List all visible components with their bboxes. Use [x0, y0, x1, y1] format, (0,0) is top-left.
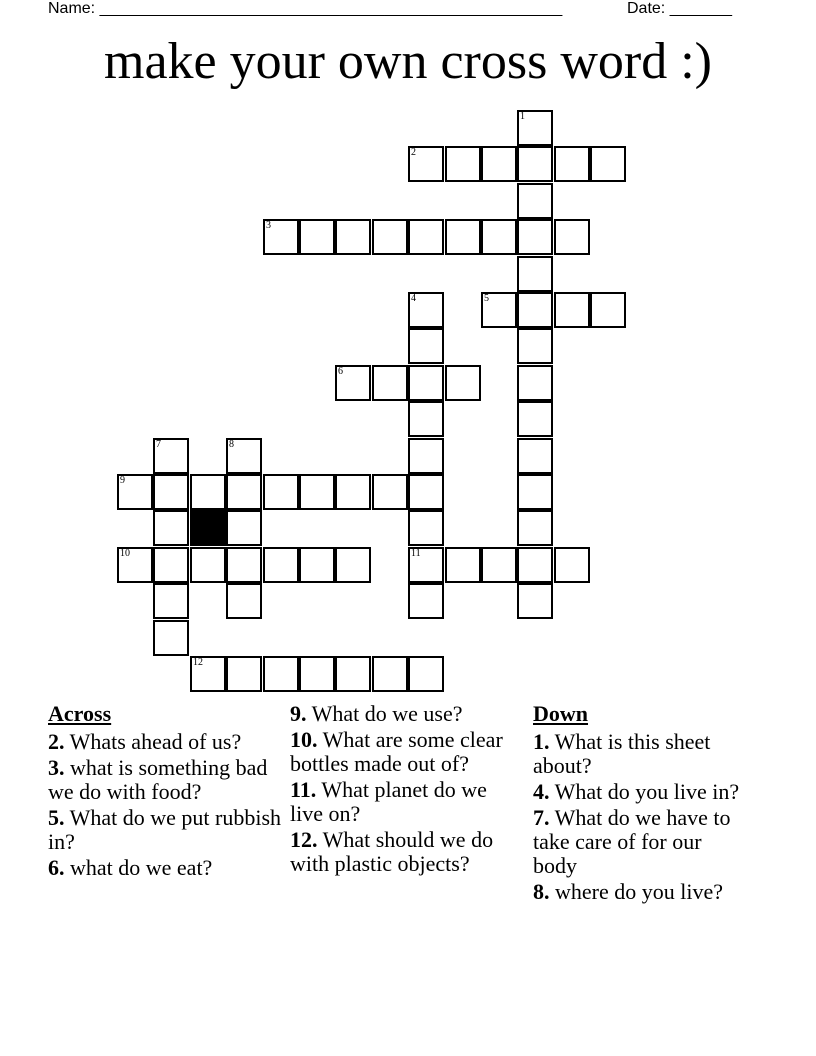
grid-cell[interactable] [299, 474, 335, 510]
grid-cell[interactable] [117, 547, 153, 583]
grid-cell[interactable] [335, 547, 371, 583]
clue-number: 5. [48, 805, 65, 830]
cell-number: 1 [520, 111, 525, 122]
down-heading: Down [533, 701, 589, 726]
clue-number: 1. [533, 729, 550, 754]
clues-column-3 [533, 702, 748, 906]
page-title: make your own cross word :) [104, 33, 712, 90]
grid-cell[interactable] [408, 583, 444, 619]
clue-across-6 [48, 856, 283, 880]
clue-across-12 [290, 828, 515, 876]
clue-number: 3. [48, 755, 65, 780]
grid-cell[interactable] [445, 146, 481, 182]
cell-number: 12 [193, 657, 203, 668]
grid-cell[interactable] [517, 547, 553, 583]
clue-text: What is this sheet about? [533, 729, 711, 778]
grid-cell[interactable] [226, 547, 262, 583]
grid-cell[interactable] [408, 365, 444, 401]
cell-number: 11 [411, 548, 421, 559]
grid-cell[interactable] [153, 474, 189, 510]
clue-across-5 [48, 806, 283, 854]
grid-cell[interactable] [408, 219, 444, 255]
grid-cell[interactable] [517, 438, 553, 474]
grid-cell[interactable] [590, 292, 626, 328]
grid-cell[interactable] [445, 219, 481, 255]
cell-number: 10 [120, 548, 130, 559]
grid-cell[interactable] [335, 656, 371, 692]
clue-text: What should we do with plastic objects? [290, 827, 494, 876]
clue-text: What do you live in? [549, 779, 740, 804]
grid-cell[interactable] [263, 219, 299, 255]
grid-cell[interactable] [263, 547, 299, 583]
clue-number: 7. [533, 805, 550, 830]
grid-cell[interactable] [299, 547, 335, 583]
clue-number: 4. [533, 779, 550, 804]
clue-text: what is something bad we do with food? [48, 755, 268, 804]
grid-cell[interactable] [372, 474, 408, 510]
grid-cell[interactable] [190, 547, 226, 583]
grid-cell[interactable] [372, 219, 408, 255]
grid-cell[interactable] [190, 656, 226, 692]
grid-cell[interactable] [226, 583, 262, 619]
grid-cell[interactable] [590, 146, 626, 182]
cell-number: 4 [411, 293, 416, 304]
cell-number: 8 [229, 439, 234, 450]
cell-number: 2 [411, 147, 416, 158]
grid-cell[interactable] [517, 219, 553, 255]
grid-cell[interactable] [517, 110, 553, 146]
grid-cell[interactable] [445, 365, 481, 401]
clue-number: 11. [290, 777, 317, 802]
clue-down-7 [533, 806, 748, 878]
grid-cell[interactable] [299, 656, 335, 692]
grid-cell[interactable] [190, 474, 226, 510]
clue-down-4 [533, 780, 748, 804]
grid-cell[interactable] [408, 656, 444, 692]
date-field-label: Date: _______ [627, 0, 732, 17]
clue-text: what do we eat? [64, 855, 213, 880]
clue-text: What do we have to take care of for our body [533, 805, 731, 878]
grid-cell[interactable] [517, 292, 553, 328]
clue-text: What are some clear bottles made out of? [290, 727, 503, 776]
name-field-label: Name: ____________________________________________________ [48, 0, 563, 17]
clue-number: 10. [290, 727, 318, 752]
grid-cell[interactable] [517, 183, 553, 219]
grid-cell[interactable] [372, 365, 408, 401]
grid-cell[interactable] [517, 474, 553, 510]
grid-cell[interactable] [408, 328, 444, 364]
grid-cell[interactable] [299, 219, 335, 255]
clue-number: 8. [533, 879, 550, 904]
clue-across-10 [290, 728, 515, 776]
grid-cell[interactable] [481, 146, 517, 182]
grid-cell[interactable] [408, 474, 444, 510]
grid-cell[interactable] [554, 292, 590, 328]
cell-number: 9 [120, 475, 125, 486]
clue-text: What do we use? [306, 701, 463, 726]
clue-text: Whats ahead of us? [64, 729, 242, 754]
grid-cell[interactable] [517, 365, 553, 401]
across-heading: Across [48, 701, 112, 726]
cell-number: 6 [338, 366, 343, 377]
grid-cell[interactable] [517, 510, 553, 546]
grid-cell[interactable] [153, 547, 189, 583]
grid-cell[interactable] [153, 438, 189, 474]
grid-cell[interactable] [481, 547, 517, 583]
clue-down-1 [533, 730, 748, 778]
cell-number: 3 [266, 220, 271, 231]
grid-cell[interactable] [517, 328, 553, 364]
grid-cell[interactable] [408, 547, 444, 583]
clue-across-9 [290, 702, 515, 726]
grid-cell[interactable] [335, 365, 371, 401]
grid-cell[interactable] [263, 474, 299, 510]
clue-number: 2. [48, 729, 65, 754]
grid-cell[interactable] [481, 292, 517, 328]
clue-across-2 [48, 730, 283, 754]
cell-number: 5 [484, 293, 489, 304]
clue-text: What do we put rubbish in? [48, 805, 282, 854]
grid-cell[interactable] [226, 656, 262, 692]
grid-cell[interactable] [517, 401, 553, 437]
grid-cell[interactable] [226, 510, 262, 546]
grid-cell[interactable] [408, 146, 444, 182]
grid-cell[interactable] [554, 219, 590, 255]
grid-cell[interactable] [554, 146, 590, 182]
grid-cell[interactable] [445, 547, 481, 583]
grid-cell[interactable] [408, 292, 444, 328]
grid-cell[interactable] [153, 620, 189, 656]
cell-number: 7 [156, 439, 161, 450]
grid-cell[interactable] [517, 256, 553, 292]
grid-cell[interactable] [226, 474, 262, 510]
clues-column-1 [48, 702, 283, 882]
grid-cell[interactable] [153, 583, 189, 619]
grid-cell[interactable] [372, 656, 408, 692]
grid-cell[interactable] [408, 438, 444, 474]
grid-cell[interactable] [263, 656, 299, 692]
grid-cell[interactable] [335, 474, 371, 510]
clue-across-3 [48, 756, 283, 804]
grid-cell[interactable] [517, 583, 553, 619]
grid-cell[interactable] [517, 146, 553, 182]
clue-text: What planet do we live on? [290, 777, 487, 826]
clue-down-8 [533, 880, 748, 904]
clue-across-11 [290, 778, 515, 826]
grid-cell[interactable] [153, 510, 189, 546]
clue-number: 9. [290, 701, 307, 726]
grid-cell[interactable] [554, 547, 590, 583]
grid-cell[interactable] [117, 474, 153, 510]
clue-number: 6. [48, 855, 65, 880]
grid-cell[interactable] [408, 401, 444, 437]
grid-cell-black [190, 510, 226, 546]
grid-cell[interactable] [226, 438, 262, 474]
grid-cell[interactable] [481, 219, 517, 255]
grid-cell[interactable] [335, 219, 371, 255]
clues-column-2 [290, 702, 515, 878]
clue-text: where do you live? [549, 879, 723, 904]
grid-cell[interactable] [408, 510, 444, 546]
clue-number: 12. [290, 827, 318, 852]
